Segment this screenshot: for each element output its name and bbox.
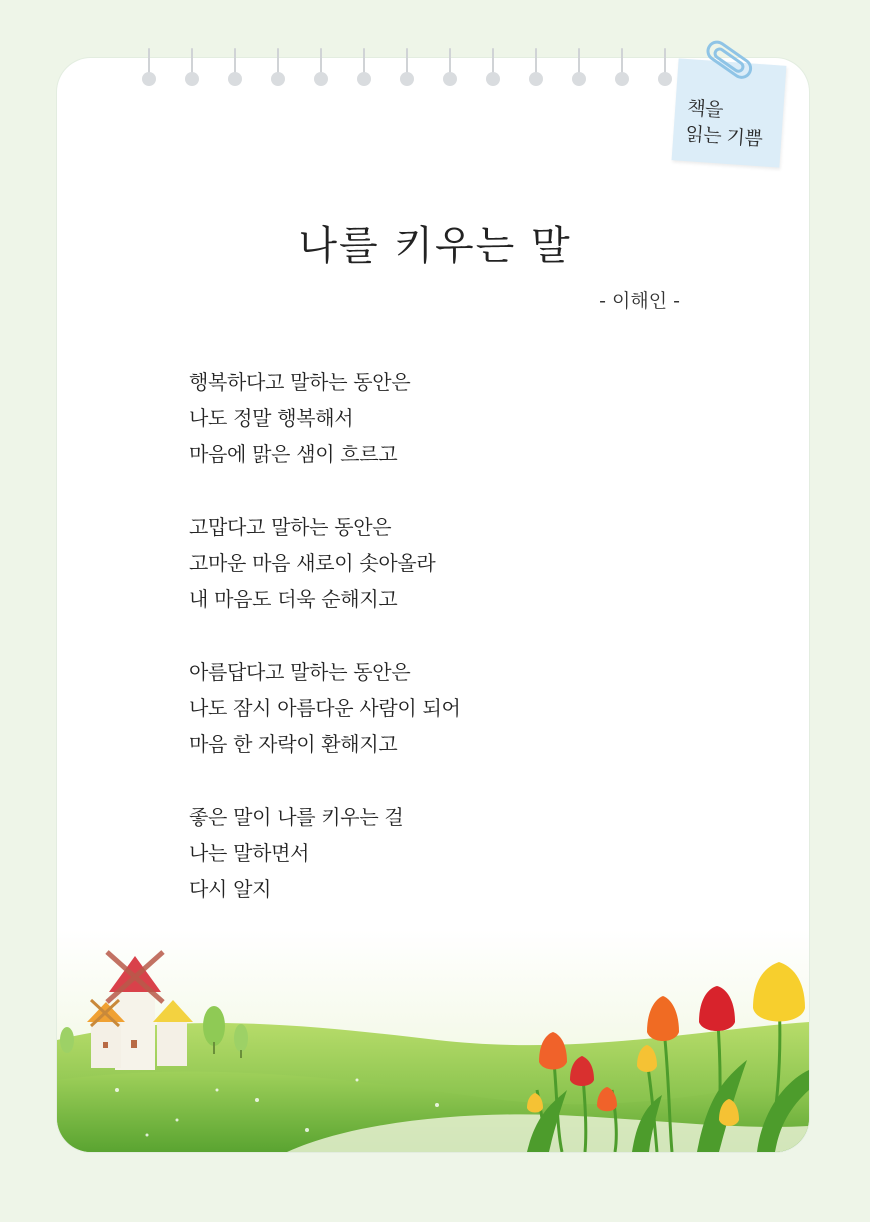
poem-line: 나는 말하면서: [189, 841, 310, 865]
poem-line: 마음 한 자락이 환해지고: [189, 732, 398, 756]
badge-line-1: 책을: [686, 97, 724, 122]
poem-line: 고마운 마음 새로이 솟아올라: [189, 551, 436, 575]
poem-line: 고맙다고 말하는 동안은: [189, 515, 392, 539]
poem-author: - 이해인 -: [599, 290, 680, 312]
badge-line-2: 읽는 기쁨: [684, 123, 763, 151]
poem-title: 나를 키우는 말: [298, 223, 572, 269]
poem-line: 나도 잠시 아름다운 사람이 되어: [189, 696, 461, 720]
poem-stanza: [189, 799, 461, 907]
poem-line: 좋은 말이 나를 키우는 걸: [189, 805, 404, 829]
paperclip-icon: [697, 38, 757, 88]
poem-line: 아름답다고 말하는 동안은: [189, 660, 411, 684]
poem-body: [189, 364, 461, 944]
poem-stanza: [189, 654, 461, 762]
poem-line: 마음에 맑은 샘이 흐르고: [189, 442, 398, 466]
poem-line: 내 마음도 더욱 순해지고: [189, 587, 398, 611]
meadow-illustration: [57, 930, 809, 1152]
poem-line: 행복하다고 말하는 동안은: [189, 370, 411, 394]
poem-line: 나도 정말 행복해서: [189, 406, 354, 430]
poem-stanza: [189, 364, 461, 472]
poem-line: 다시 알지: [189, 877, 272, 901]
poem-stanza: [189, 509, 461, 617]
